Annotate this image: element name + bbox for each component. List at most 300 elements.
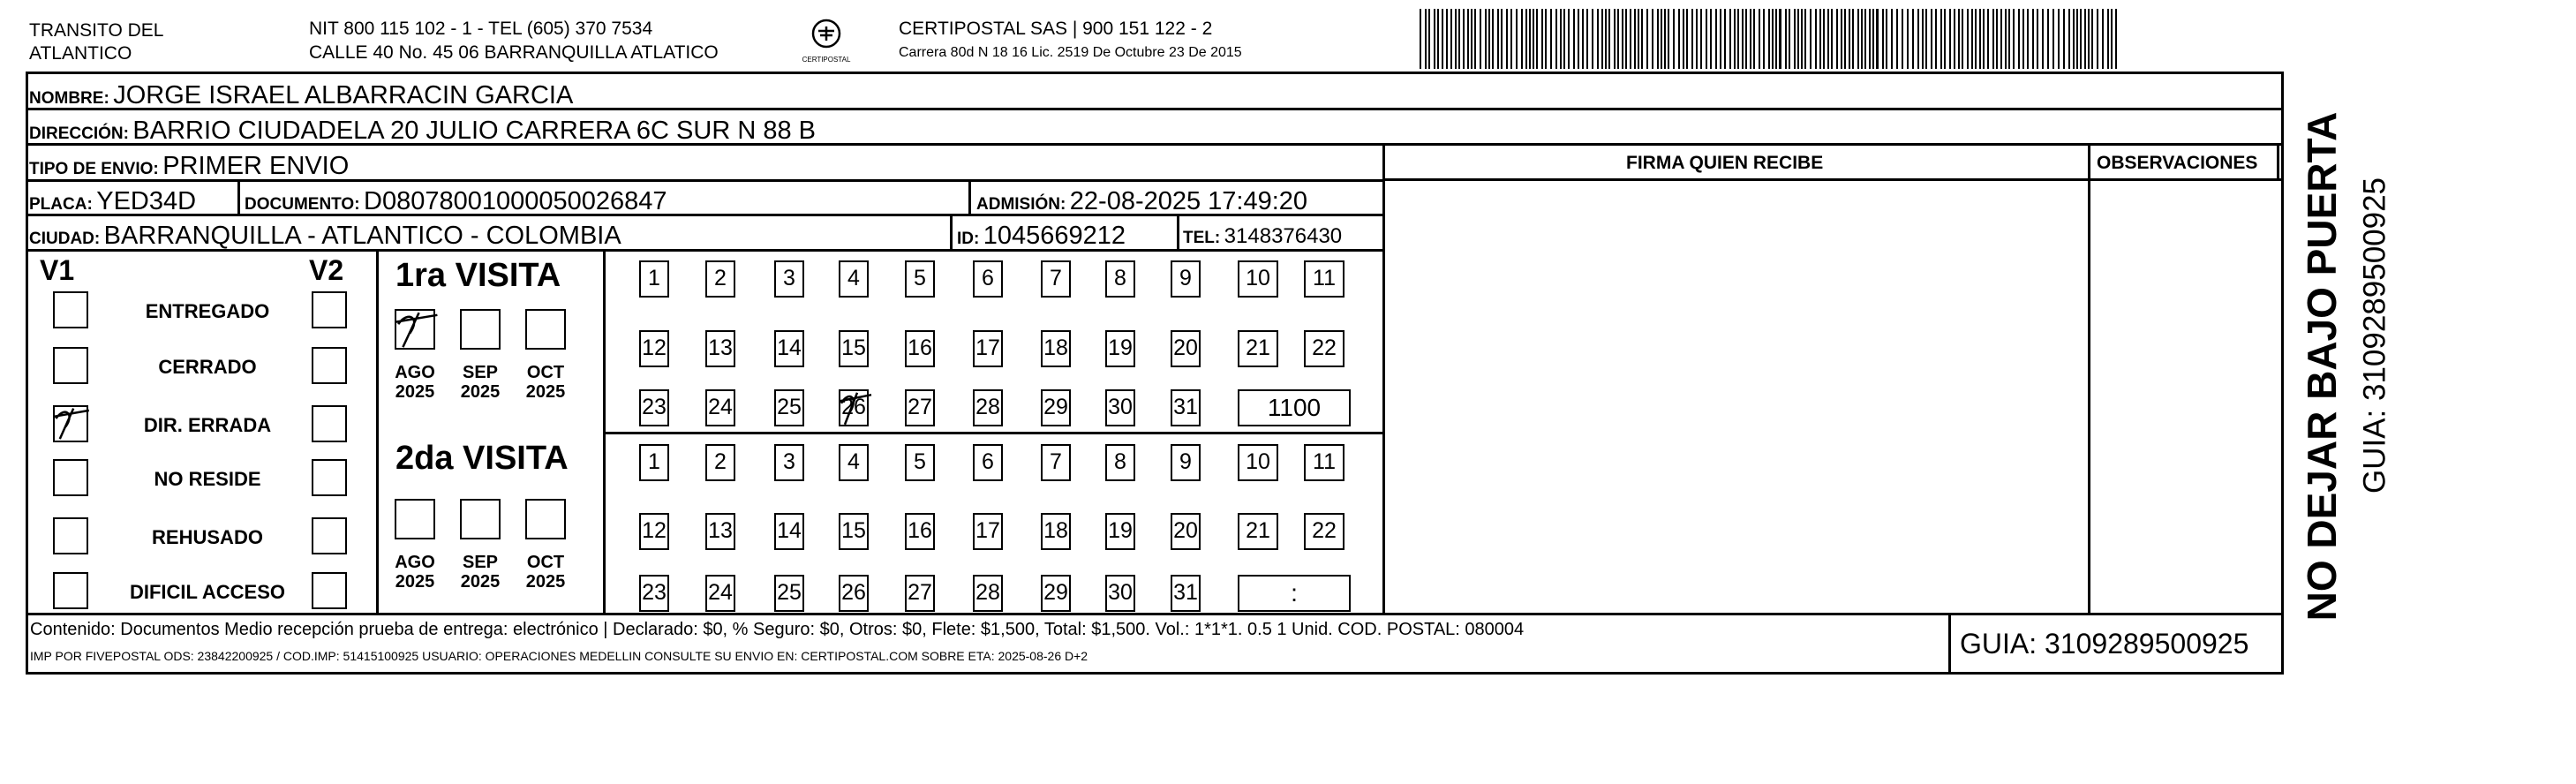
barcode-bar [1861,9,1863,69]
barcode-bar [1428,9,1430,69]
barcode-bar [1434,9,1435,69]
status-label: NO RESIDE [154,468,261,490]
barcode-bar [1983,9,1985,69]
barcode-bar [1668,9,1669,69]
day-box[interactable]: 7 [1041,260,1071,298]
barcode-bar [1492,9,1494,69]
day-box[interactable]: 21 [1238,513,1278,550]
day-box[interactable]: 18 [1041,513,1071,550]
barcode-bar [2018,9,2020,69]
barcode-bar [1471,9,1473,69]
barcode-bar [1696,9,1698,69]
barcode-bar [2008,9,2010,69]
barcode-bar [1488,9,1490,69]
day-box[interactable]: 2 [705,444,735,481]
day-box[interactable]: 25 [774,575,804,612]
barcode-bar [2115,9,2117,69]
day-box[interactable]: 2 [705,260,735,298]
barcode-bar [1480,9,1481,69]
barcode-bar [2107,9,2109,69]
barcode-bar [2022,9,2024,69]
day-box[interactable]: 22 [1304,513,1344,550]
barcode-bar [1724,9,1726,69]
day-box[interactable]: 13 [705,330,735,367]
barcode-bar [2047,9,2049,69]
month-label: AGO 2025 [395,553,435,592]
barcode-bar [1608,9,1610,69]
day-box[interactable]: 10 [1238,260,1278,298]
courier-name: CERTIPOSTAL SAS | 900 151 122 - 2 [899,19,1213,39]
barcode-bar [1912,9,1914,69]
barcode-bar [1852,9,1854,69]
side-guia: GUIA: 3109289500925 [2357,177,2392,494]
barcode-bar [1425,9,1427,69]
time-box[interactable]: 1100 [1238,389,1351,426]
barcode-bar [2076,9,2078,69]
status-label: DIR. ERRADA [143,414,272,436]
barcode-bar [1673,9,1675,69]
day-box[interactable]: 6 [973,260,1003,298]
barcode-bar [1775,9,1777,69]
id-value: 1045669212 [983,222,1126,250]
day-box[interactable]: 4 [839,260,869,298]
barcode-bar [1869,9,1871,69]
placa-label: PLACA: [29,195,93,214]
barcode-bar [1485,9,1487,69]
barcode-bar [1819,9,1821,69]
month-label: OCT 2025 [525,363,566,402]
barcode-bar [1987,9,1989,69]
barcode-bar [1617,9,1619,69]
barcode-bar [1442,9,1443,69]
barcode-bar [1634,9,1636,69]
barcode-bar [1455,9,1457,69]
barcode-bar [1536,9,1538,69]
day-box[interactable]: 1 [639,444,669,481]
direccion-label: DIRECCIÓN: [29,124,129,143]
signature-area[interactable] [1385,181,2088,613]
barcode-bar [1529,9,1531,69]
barcode-bar [1753,9,1755,69]
month-label: AGO 2025 [395,363,435,402]
v2-label: V2 [309,254,344,286]
barcode-bar [2037,9,2038,69]
day-box[interactable]: 11 [1304,444,1344,481]
barcode-bar [2091,9,2093,69]
barcode-bar [2073,9,2075,69]
day-box[interactable]: 19 [1105,513,1135,550]
day-box[interactable]: 15 [839,330,869,367]
day-box[interactable]: 22 [1304,330,1344,367]
day-box[interactable]: 10 [1238,444,1278,481]
day-box[interactable]: 29 [1041,575,1071,612]
barcode-bar [1896,9,1898,69]
barcode-bar [2005,9,2007,69]
barcode-bar [1450,9,1452,69]
barcode-bar [1545,9,1547,69]
month-checkbox[interactable] [525,309,566,350]
barcode-bar [1954,9,1955,69]
barcode-bar [1734,9,1736,69]
barcode-bar [1578,9,1579,69]
v2-checkbox[interactable] [312,405,347,442]
id-label: ID: [957,230,980,248]
ciudad-value: BARRANQUILLA - ATLANTICO - COLOMBIA [103,222,621,250]
v1-checkbox[interactable] [53,405,88,442]
day-box[interactable]: 18 [1041,330,1071,367]
day-box[interactable]: 8 [1105,260,1135,298]
visit2-title: 2da VISITA [395,440,569,477]
v2-checkbox[interactable] [312,347,347,384]
barcode-bar [1967,9,1969,69]
day-box[interactable]: 3 [774,260,804,298]
barcode-bar [1750,9,1751,69]
barcode-bar [2080,9,2082,69]
barcode-bar [1729,9,1731,69]
barcode-bar [1592,9,1593,69]
v1-checkbox[interactable] [53,291,88,328]
barcode-bar [1463,9,1465,69]
status-label: DIFICIL ACCESO [129,581,285,603]
barcode-bar [1779,9,1781,69]
barcode-bar [1872,9,1874,69]
barcode-bar [1691,9,1693,69]
barcode-bar [1715,9,1717,69]
barcode-bar [2102,9,2104,69]
tipo-envio-row [29,154,349,179]
day-box[interactable]: 31 [1171,389,1201,426]
tel-label: TEL: [1183,229,1221,247]
placa-value: YED34D [96,187,197,215]
day-box[interactable]: 24 [705,575,735,612]
barcode-bar [1844,9,1846,69]
tipo-envio-label: TIPO DE ENVIO: [29,160,159,178]
day-box[interactable]: 4 [839,444,869,481]
day-box[interactable]: 14 [774,513,804,550]
barcode-bar [2063,9,2065,69]
barcode-bar [1849,9,1850,69]
day-box[interactable]: 29 [1041,389,1071,426]
observations-area[interactable] [2090,181,2277,613]
month-checkbox[interactable] [460,499,501,539]
barcode-bar [1533,9,1534,69]
day-box[interactable]: 9 [1171,260,1201,298]
barcode-bar [1510,9,1512,69]
barcode-bar [1446,9,1448,69]
barcode-bar [1710,9,1712,69]
barcode-bar [1630,9,1631,69]
v1-checkbox[interactable] [53,572,88,609]
tipo-envio-value: PRIMER ENVIO [162,152,350,180]
month-checkbox[interactable] [395,309,435,350]
documento-cell [245,189,667,215]
barcode-bar [1768,9,1770,69]
barcode-bar [1614,9,1616,69]
barcode-bar [1772,9,1774,69]
ciudad-label: CIUDAD: [29,230,101,248]
barcode-bar [1686,9,1688,69]
tel-value: 3148376430 [1224,224,1343,248]
barcode-bar [1917,9,1919,69]
day-box[interactable]: 19 [1105,330,1135,367]
barcode-bar [1886,9,1887,69]
barcode-bar [1823,9,1825,69]
barcode-bar [1836,9,1838,69]
barcode-bar [1992,9,1994,69]
barcode [1420,9,2117,69]
barcode-bar [1597,9,1599,69]
footer-guia: GUIA: 3109289500925 [1960,628,2249,660]
day-box[interactable]: 5 [905,444,935,481]
v2-checkbox[interactable] [312,572,347,609]
barcode-bar [2000,9,2002,69]
barcode-bar [2027,9,2029,69]
documento-label: DOCUMENTO: [245,195,360,214]
certipostal-logo [799,16,854,65]
status-label: REHUSADO [152,526,263,548]
ciudad-cell [29,223,621,249]
nombre-label: NOMBRE: [29,89,109,108]
month-checkbox[interactable] [525,499,566,539]
barcode-bar [1467,9,1469,69]
barcode-bar [2088,9,2090,69]
day-box[interactable]: 6 [973,444,1003,481]
visit1-title: 1ra VISITA [395,257,561,294]
direccion-row [29,118,816,144]
day-box[interactable]: 24 [705,389,735,426]
documento-value: D08078001000050026847 [364,187,667,215]
day-box[interactable]: 13 [705,513,735,550]
barcode-bar [1568,9,1570,69]
barcode-bar [1971,9,1973,69]
day-box[interactable]: 12 [639,330,669,367]
nombre-row [29,83,573,109]
barcode-bar [2068,9,2070,69]
barcode-bar [1420,9,1421,69]
barcode-bar [1759,9,1760,69]
barcode-bar [2042,9,2044,69]
footer-contenido: Contenido: Documentos Medio recepción prueba de entrega: electrónico | Declarado: $0, % Seguro: $0, Otros: $0, Flete: $1,500, Total: $1,500. Vol.: 1*1*1. 0.5 1 Unid. COD. POSTAL: 080004 [30,620,1525,639]
barcode-bar [1605,9,1607,69]
barcode-bar [1864,9,1866,69]
barcode-bar [2058,9,2060,69]
issuer-nit: NIT 800 115 102 - 1 - TEL (605) 370 7534 [309,19,653,39]
issuer-name-line1: TRANSITO DEL [29,20,164,41]
v2-checkbox[interactable] [312,291,347,328]
day-box[interactable]: 23 [639,389,669,426]
barcode-bar [1641,9,1643,69]
barcode-bar [1582,9,1584,69]
day-box[interactable]: 28 [973,389,1003,426]
day-box[interactable]: 30 [1105,575,1135,612]
barcode-bar [2032,9,2034,69]
barcode-bar [1474,9,1476,69]
barcode-bar [1907,9,1909,69]
barcode-bar [1827,9,1829,69]
day-box[interactable]: 16 [905,513,935,550]
barcode-bar [1516,9,1518,69]
day-box[interactable]: 16 [905,330,935,367]
v1-checkbox[interactable] [53,517,88,554]
barcode-bar [1742,9,1744,69]
barcode-bar [1801,9,1803,69]
month-label: SEP 2025 [460,363,501,402]
barcode-bar [1815,9,1817,69]
barcode-bar [1949,9,1951,69]
barcode-bar [1975,9,1977,69]
admision-value: 22-08-2025 17:49:20 [1069,187,1308,215]
tel-cell [1183,226,1342,247]
status-label: ENTREGADO [145,300,270,322]
barcode-bar [1962,9,1963,69]
day-box[interactable]: 20 [1171,513,1201,550]
barcode-bar [1506,9,1508,69]
barcode-bar [2097,9,2098,69]
day-box[interactable]: 26 [839,389,869,426]
day-box[interactable]: 20 [1171,330,1201,367]
time-box[interactable]: : [1238,575,1351,612]
barcode-bar [1944,9,1946,69]
month-checkbox[interactable] [395,499,435,539]
barcode-bar [1706,9,1707,69]
barcode-bar [1745,9,1747,69]
day-box[interactable]: 3 [774,444,804,481]
barcode-bar [1940,9,1942,69]
barcode-bar [1979,9,1981,69]
v1-checkbox[interactable] [53,347,88,384]
barcode-bar [1831,9,1833,69]
nombre-value: JORGE ISRAEL ALBARRACIN GARCIA [113,81,574,109]
barcode-bar [1810,9,1811,69]
firma-label: FIRMA QUIEN RECIBE [1626,153,1824,173]
barcode-bar [1922,9,1924,69]
v2-checkbox[interactable] [312,517,347,554]
barcode-bar [1555,9,1557,69]
barcode-bar [1638,9,1639,69]
barcode-bar [2013,9,2015,69]
barcode-bar [1573,9,1575,69]
issuer-name-line2: ATLANTICO [29,43,132,64]
barcode-bar [1622,9,1623,69]
day-box[interactable]: 12 [639,513,669,550]
barcode-bar [1541,9,1543,69]
day-box[interactable]: 31 [1171,575,1201,612]
barcode-bar [1678,9,1680,69]
day-box[interactable]: 1 [639,260,669,298]
admision-label: ADMISIÓN: [976,195,1066,214]
barcode-bar [1661,9,1662,69]
barcode-bar [1521,9,1523,69]
courier-license: Carrera 80d N 18 16 Lic. 2519 De Octubre 23 De 2015 [899,45,1242,60]
barcode-bar [2084,9,2086,69]
barcode-bar [1563,9,1565,69]
admision-cell [976,189,1307,215]
day-box[interactable]: 26 [839,575,869,612]
day-box[interactable]: 23 [639,575,669,612]
day-box[interactable]: 5 [905,260,935,298]
day-box[interactable]: 8 [1105,444,1135,481]
observaciones-label: OBSERVACIONES [2097,153,2258,173]
barcode-bar [1737,9,1739,69]
barcode-bar [1625,9,1627,69]
day-box[interactable]: 27 [905,389,935,426]
day-box[interactable]: 15 [839,513,869,550]
barcode-bar [1902,9,1903,69]
barcode-bar [1935,9,1937,69]
barcode-bar [1931,9,1932,69]
barcode-bar [1550,9,1552,69]
barcode-bar [1664,9,1666,69]
v1-checkbox[interactable] [53,459,88,496]
v2-checkbox[interactable] [312,459,347,496]
barcode-bar [1789,9,1790,69]
side-warning: NO DEJAR BAJO PUERTA [2299,111,2345,622]
barcode-bar [1497,9,1499,69]
id-cell [957,223,1126,249]
barcode-bar [1785,9,1787,69]
footer-impresion: IMP POR FIVEPOSTAL ODS: 23842200925 / COD.IMP: 51415100925 USUARIO: OPERACIONES MEDELLIN CONSULTE SU ENVIO EN: CERTIPOSTAL.COM SOBRE ETA: 2025-08-26 D+2 [30,649,1088,663]
barcode-bar [1525,9,1527,69]
month-label: SEP 2025 [460,553,501,592]
barcode-bar [1700,9,1702,69]
placa-cell [29,189,196,215]
barcode-bar [1657,9,1659,69]
logo-text: CERTIPOSTAL [802,56,851,64]
barcode-bar [1925,9,1927,69]
day-box[interactable]: 17 [973,330,1003,367]
barcode-bar [1804,9,1806,69]
day-box[interactable]: 17 [973,513,1003,550]
barcode-bar [1560,9,1562,69]
barcode-bar [1857,9,1859,69]
barcode-bar [1876,9,1879,69]
barcode-bar [1996,9,1998,69]
day-box[interactable]: 27 [905,575,935,612]
day-box[interactable]: 7 [1041,444,1071,481]
barcode-bar [1501,9,1503,69]
barcode-bar [1586,9,1588,69]
barcode-bar [1720,9,1721,69]
issuer-address: CALLE 40 No. 45 06 BARRANQUILLA ATLATICO [309,42,719,63]
barcode-bar [1437,9,1439,69]
day-box[interactable]: 21 [1238,330,1278,367]
barcode-bar [1958,9,1960,69]
barcode-bar [1794,9,1796,69]
barcode-bar [1683,9,1684,69]
barcode-bar [1882,9,1884,69]
barcode-bar [1601,9,1603,69]
barcode-bar [1797,9,1799,69]
direccion-value: BARRIO CIUDADELA 20 JULIO CARRERA 6C SUR N 88 B [132,117,816,145]
barcode-bar [1646,9,1648,69]
barcode-bar [2053,9,2054,69]
day-box[interactable]: 9 [1171,444,1201,481]
barcode-bar [2111,9,2113,69]
day-box[interactable]: 25 [774,389,804,426]
barcode-bar [1841,9,1842,69]
day-box[interactable]: 28 [973,575,1003,612]
barcode-bar [1458,9,1460,69]
barcode-bar [1891,9,1893,69]
day-box[interactable]: 11 [1304,260,1344,298]
barcode-bar [1763,9,1765,69]
status-label: CERRADO [158,356,257,378]
day-box[interactable]: 14 [774,330,804,367]
barcode-bar [1652,9,1653,69]
day-box[interactable]: 30 [1105,389,1135,426]
month-checkbox[interactable] [460,309,501,350]
v1-label: V1 [40,254,75,286]
